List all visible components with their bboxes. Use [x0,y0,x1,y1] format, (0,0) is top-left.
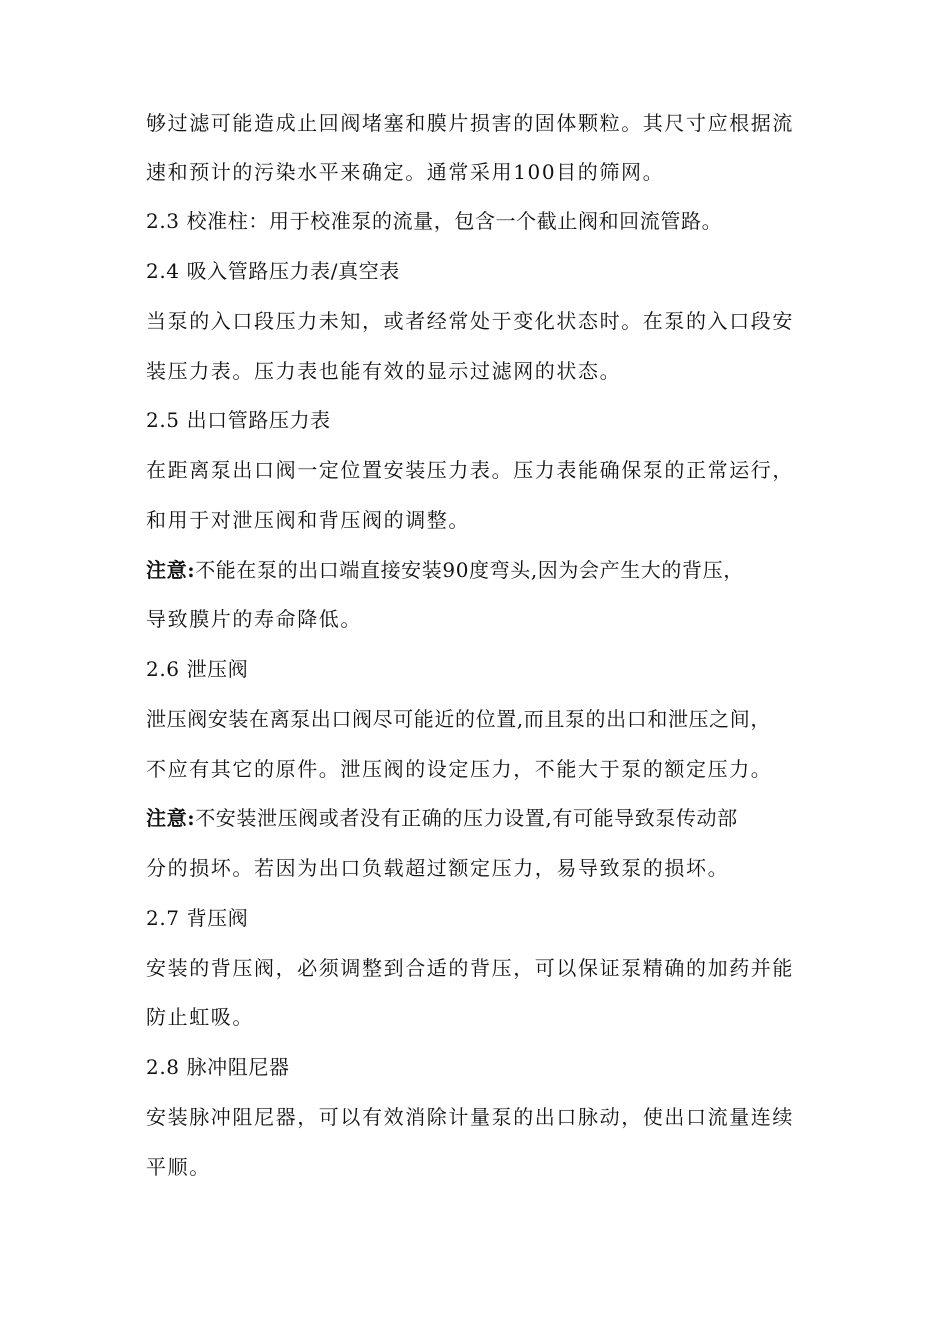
section-heading-2-5: 2.5 出口管路压力表 [146,408,331,432]
paragraph-line: 泄压阀安装在离泵出口阀尽可能近的位置,而且泵的出口和泄压之间， [146,707,771,731]
note-line: 注意:不安装泄压阀或者没有正确的压力设置,有可能导致泵传动部 [146,806,738,830]
paragraph-line: 平顺。 [146,1155,211,1179]
note-label: 注意: [146,558,196,582]
paragraph-line: 安装脉冲阻尼器，可以有效消除计量泵的出口脉动，使出口流量连续 [146,1105,794,1129]
paragraph-line: 安装的背压阀，必须调整到合适的背压，可以保证泵精确的加药并能 [146,956,794,980]
section-heading-2-3: 2.3 校准柱：用于校准泵的流量，包含一个截止阀和回流管路。 [146,209,723,233]
note-label: 注意: [146,806,196,830]
section-heading-2-4: 2.4 吸入管路压力表/真空表 [146,259,400,283]
paragraph-line: 速和预计的污染水平来确定。通常采用100目的筛网。 [146,160,665,184]
paragraph-line: 和用于对泄压阀和背压阀的调整。 [146,508,470,532]
paragraph-line: 防止虹吸。 [146,1005,254,1029]
paragraph-line: 装压力表。压力表也能有效的显示过滤网的状态。 [146,359,622,383]
paragraph-line: 在距离泵出口阀一定位置安装压力表。压力表能确保泵的正常运行， [146,458,794,482]
section-heading-2-8: 2.8 脉冲阻尼器 [146,1055,290,1079]
paragraph-line: 当泵的入口段压力未知，或者经常处于变化状态时。在泵的入口段安 [146,309,794,333]
paragraph-line: 够过滤可能造成止回阀堵塞和膜片损害的固体颗粒。其尺寸应根据流 [146,111,794,135]
section-heading-2-6: 2.6 泄压阀 [146,657,249,681]
note-line: 注意:不能在泵的出口端直接安装90度弯头,因为会产生大的背压， [146,558,744,582]
paragraph-line: 导致膜片的寿命降低。 [146,607,362,631]
section-heading-2-7: 2.7 背压阀 [146,906,249,930]
paragraph-line: 分的损坏。若因为出口负载超过额定压力，易导致泵的损坏。 [146,856,730,880]
paragraph-line: 不应有其它的原件。泄压阀的设定压力，不能大于泵的额定压力。 [146,757,773,781]
